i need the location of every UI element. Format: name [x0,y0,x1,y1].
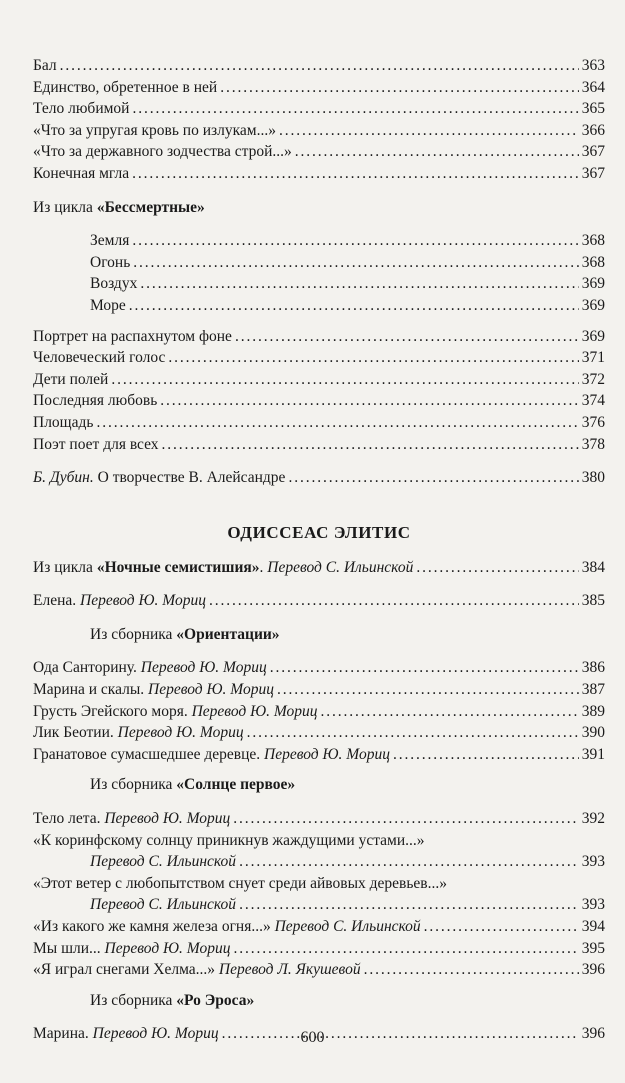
collection-heading: Из сборника «Ориентации» [90,625,280,643]
entry-page: 389 [581,702,605,720]
toc-entry [33,98,605,120]
entry-page: 390 [581,724,605,742]
entry-page: 367 [581,143,605,161]
essay-title: О творчестве В. Алейсандре [93,469,286,487]
toc-entry: Мы шли... Перевод Ю. Мориц . . . 395 [33,938,605,960]
toc-entry-essay [33,467,605,489]
entry-title: Площадь [33,413,94,431]
toc-entry [33,347,605,369]
entry-page: 386 [581,659,605,677]
toc-entry: Гранатовое сумасшедшее деревце. Перевод Ю. Мориц . . . 391 [33,744,605,766]
entry-title: Поэт поет для всех [33,435,159,453]
entry-page: 378 [581,435,605,453]
entry-page: 396 [581,961,605,979]
entry-page: 395 [581,939,605,957]
table-of-contents [33,55,605,1045]
entry-title: Море [90,296,126,314]
page-number: 600 [300,1029,325,1046]
toc-entry [33,434,605,456]
toc-entry [33,141,605,163]
entry-page: 374 [581,392,605,410]
toc-entry [33,252,605,274]
entry-title: Тело любимой [33,100,130,118]
entry-page: 366 [581,121,605,139]
entry-page: 363 [581,57,605,74]
toc-entry: Лик Беотии. Перевод Ю. Мориц . . . 390 [33,722,605,744]
entry-page: 387 [581,681,605,699]
entry-page: 368 [581,253,605,271]
toc-entry [33,55,605,77]
toc-entry: Перевод С. Ильинской . . . 393 [33,894,605,916]
essay-author: Б. Дубин. [33,469,94,487]
toc-entry [33,412,605,434]
toc-entry [33,369,605,391]
entry-title-line: «Этот ветер с любопытством снует среди айвовых деревьев...» [33,874,447,892]
entry-page: 371 [581,349,605,367]
entry-page: 364 [581,78,605,96]
entry-title: Огонь [90,253,131,271]
entry-page: 369 [581,275,605,293]
entry-page: 376 [581,413,605,431]
toc-entry: «Из какого же камня железа огня...» Перевод С. Ильинской . . . 394 [33,916,605,938]
entry-title: Конечная мгла [33,164,130,182]
toc-entry: «Я играл снегами Хелма...» Перевод Л. Якушевой . . . 396 [33,959,605,981]
entry-page: 380 [581,469,605,487]
entry-page: 391 [581,745,605,763]
toc-entry [33,230,605,252]
entry-page: 385 [581,592,605,610]
entry-title: Воздух [90,275,138,293]
entry-title: Дети полей [33,370,109,388]
toc-entry: Грусть Эгейского моря. Перевод Ю. Мориц . . . 389 [33,701,605,723]
entry-page: 369 [581,296,605,314]
toc-entry [33,273,605,295]
section-title: ОДИССЕАС ЭЛИТИС [227,522,411,542]
entry-page: 384 [581,558,605,576]
toc-entry [33,295,605,317]
toc-entry [33,326,605,348]
entry-title: Портрет на распахнутом фоне [33,327,232,345]
toc-entry: Тело лета. Перевод Ю. Мориц . . . 392 [33,808,605,830]
entry-title: Последняя любовь [33,392,158,410]
entry-title-line: «К коринфскому солнцу приникнув жаждущими устами...» [33,831,425,849]
entry-page: 367 [581,164,605,182]
toc-entry [33,120,605,142]
toc-entry [33,77,605,99]
entry-page: 392 [581,810,605,828]
toc-entry: Марина и скалы. Перевод Ю. Мориц . . . 387 [33,679,605,701]
toc-entry [33,390,605,412]
entry-title: «Что за упругая кровь по излукам...» [33,121,276,139]
toc-entry: Из цикла «Ночные семистишия». Перевод С. Ильинской . . . 384 [33,557,605,579]
entry-title: «Что за державного зодчества строй...» [33,143,292,161]
toc-entry: Марина. Перевод Ю. Мориц . . . 396 [33,1023,605,1045]
entry-page: 393 [581,896,605,914]
entry-title: Земля [90,232,130,250]
collection-heading: Из сборника «Ро Эроса» [90,991,255,1009]
entry-page: 369 [581,327,605,345]
entry-page: 372 [581,370,605,388]
toc-entry [33,163,605,185]
entry-title: Единство, обретенное в ней [33,78,218,96]
entry-page: 396 [581,1025,605,1043]
entry-page: 368 [581,232,605,250]
collection-heading: Из сборника «Солнце первое» [90,776,296,794]
toc-entry: Елена. Перевод Ю. Мориц . . . 385 [33,590,605,612]
toc-entry: Перевод С. Ильинской . . . 393 [33,851,605,873]
entry-page: 365 [581,100,605,118]
cycle-heading: Из цикла «Бессмертные» [33,198,205,216]
entry-title: Человеческий голос [33,349,166,367]
toc-entry: Ода Санторину. Перевод Ю. Мориц . . . 386 [33,657,605,679]
entry-page: 394 [581,918,605,935]
entry-page: 393 [581,853,605,871]
entry-title: Бал [33,57,57,74]
